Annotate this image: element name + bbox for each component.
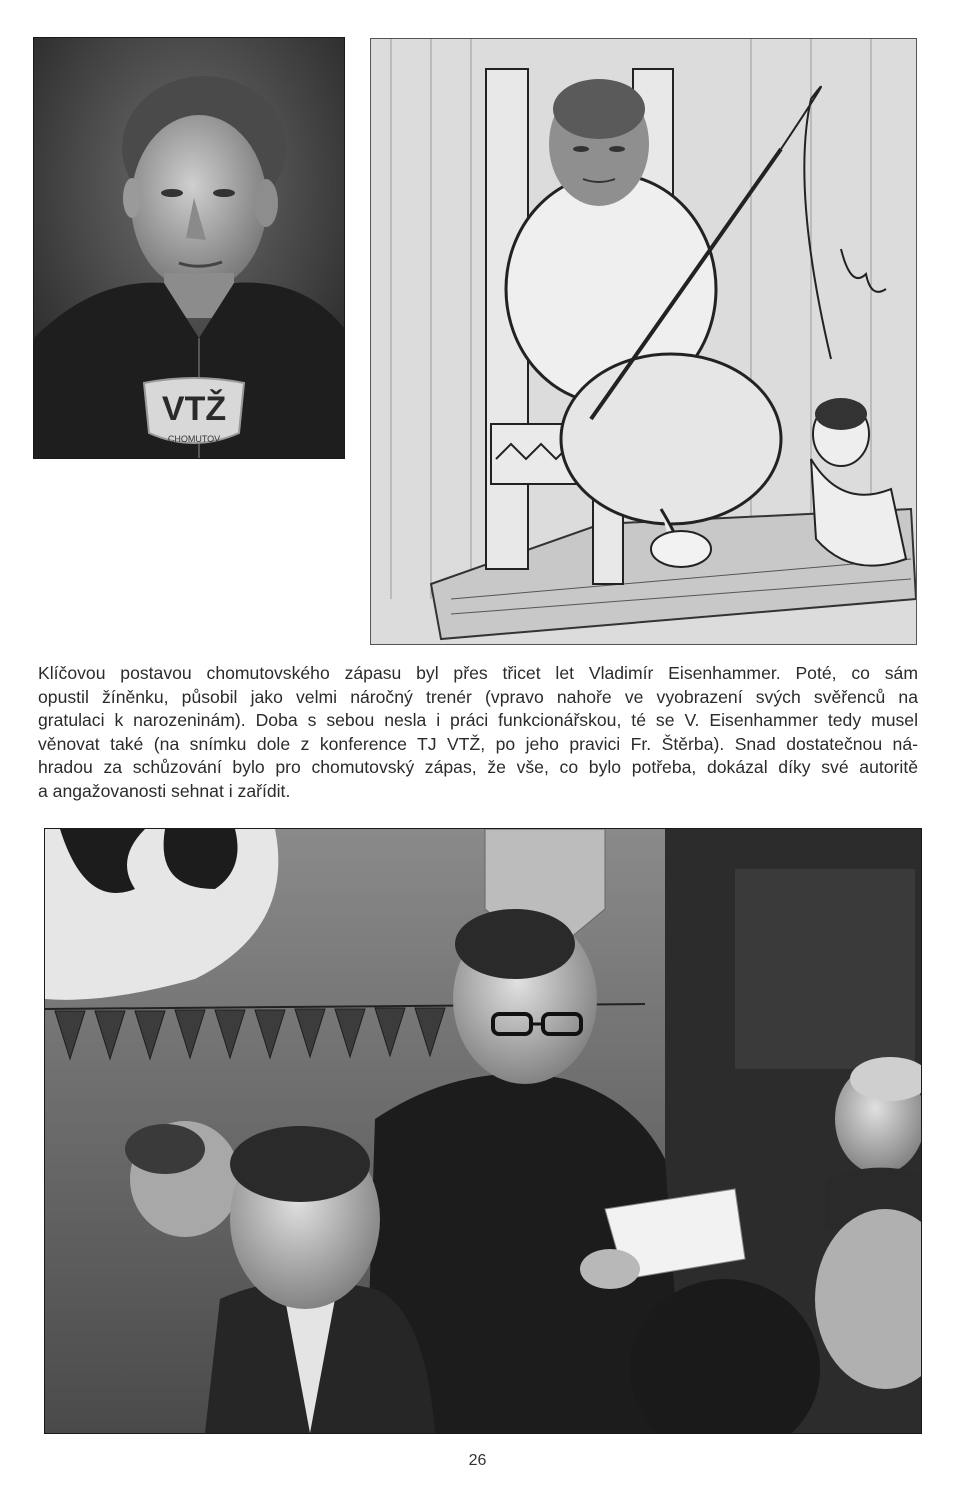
conference-photo — [44, 828, 922, 1434]
portrait-photo — [33, 37, 345, 459]
conference-image — [45, 829, 921, 1433]
page-number: 26 — [468, 1452, 487, 1469]
caricature-image — [371, 39, 916, 644]
caption-line: věnovat také (na snímku dole z konference TJ VTŽ, po jeho pravici Fr. Štěrba). Snad dostatečnou ná- — [38, 733, 918, 754]
caption-line: hradou za schůzování bylo pro chomutovský zápas, že vše, co bylo potřeba, dokázal díky své autoritě — [38, 757, 918, 778]
portrait-image — [34, 38, 344, 458]
caption-text — [38, 662, 918, 804]
emblem-subtext: CHOMUTOV — [167, 434, 221, 444]
emblem-text: VTŽ — [161, 390, 227, 428]
caricature-drawing — [370, 38, 917, 645]
caption-line: Klíčovou postavou chomutovského zápasu byl přes třicet let Vladimír Eisenhammer. Poté, co sám — [38, 663, 918, 683]
caption-line: gratulaci k narozeninám). Doba s sebou nesla i práci funkcionářskou, té se V. Eisenhammer tedy musel — [38, 710, 918, 731]
caption-line: a angažovanosti sehnat i zařídit. — [38, 780, 291, 801]
caption-line: opustil žíněnku, působil jako velmi náročný trenér (vpravo nahoře ve vyobrazení svých svěřenců na — [38, 686, 918, 707]
